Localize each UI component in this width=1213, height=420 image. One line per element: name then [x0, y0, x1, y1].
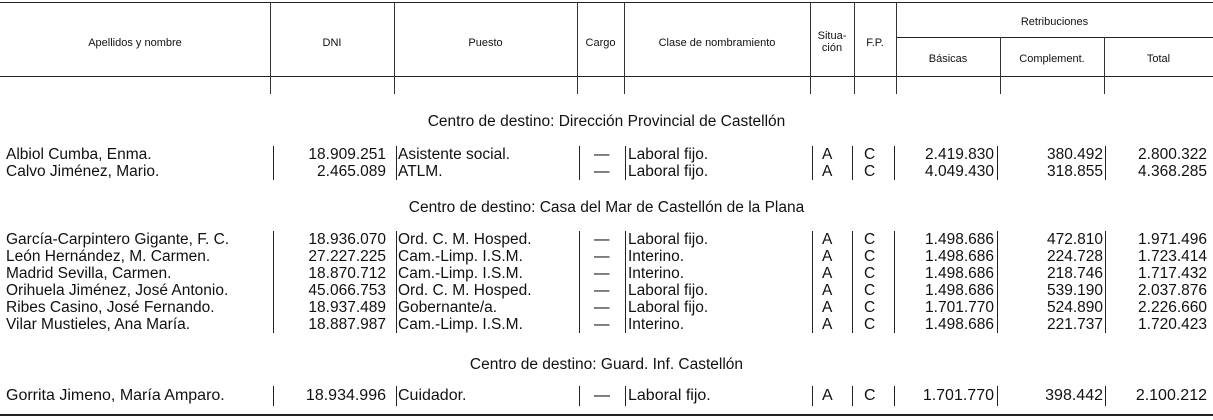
column-rule: [852, 248, 853, 265]
column-rule: [812, 265, 813, 282]
cell-dni: 18.909.251: [308, 146, 386, 163]
column-rule: [894, 163, 895, 180]
column-rule: [852, 386, 853, 406]
cell-name: Madrid Sevilla, Carmen.: [6, 265, 172, 282]
cell-situacion: A: [822, 316, 833, 333]
column-rule: [1105, 265, 1106, 282]
column-rule: [997, 299, 998, 316]
header-puesto: Puesto: [468, 37, 503, 49]
column-rule: [997, 386, 998, 406]
column-rule: [579, 386, 580, 406]
column-rule: [894, 386, 895, 406]
cell-complement: 318.855: [1046, 163, 1103, 180]
cell-clase: Laboral fijo.: [628, 299, 709, 316]
table-bottom-rule: [0, 414, 1213, 416]
cell-total: 1.971.496: [1138, 231, 1207, 248]
column-rule: [625, 163, 626, 180]
cell-name: Ribes Casino, José Fernando.: [6, 299, 215, 316]
cell-cargo: —: [594, 163, 610, 180]
cell-puesto: Asistente social.: [398, 146, 510, 163]
cell-total: 2.100.212: [1135, 387, 1207, 404]
cell-clase: Interino.: [628, 316, 685, 333]
cell-fp: C: [864, 163, 876, 180]
cell-total: 1.717.432: [1138, 265, 1207, 282]
table-row: [0, 146, 1213, 163]
cell-name: Calvo Jiménez, Mario.: [6, 163, 160, 180]
cell-cargo: —: [594, 282, 610, 299]
column-rule: [812, 299, 813, 316]
column-rule: [579, 265, 580, 282]
cell-fp: C: [864, 282, 876, 299]
column-rule: [852, 146, 853, 163]
column-rule: [273, 231, 274, 248]
cell-name: Vilar Mustieles, Ana María.: [6, 316, 191, 333]
header-top-rule: [0, 2, 1213, 3]
cell-fp: C: [864, 265, 876, 282]
column-rule: [396, 231, 397, 248]
cell-cargo: —: [594, 316, 610, 333]
cell-puesto: Gobernante/a.: [398, 299, 498, 316]
cell-clase: Interino.: [628, 265, 685, 282]
cell-fp: C: [864, 299, 876, 316]
column-rule: [396, 248, 397, 265]
column-rule: [894, 146, 895, 163]
cell-clase: Laboral fijo.: [628, 231, 709, 248]
header-clase: Clase de nombramiento: [658, 37, 776, 49]
column-rule: [273, 265, 274, 282]
column-rule: [396, 163, 397, 180]
cell-complement: 398.442: [1045, 387, 1103, 404]
column-rule: [625, 265, 626, 282]
column-rule: [273, 282, 274, 299]
cell-complement: 218.746: [1046, 265, 1103, 282]
column-rule: [625, 248, 626, 265]
cell-name: León Hernández, M. Carmen.: [6, 248, 211, 265]
cell-clase: Laboral fijo.: [628, 282, 709, 299]
column-rule: [1105, 316, 1106, 333]
cell-dni: 2.465.089: [317, 163, 386, 180]
cell-cargo: —: [594, 231, 610, 248]
column-rule: [997, 265, 998, 282]
cell-complement: 524.890: [1046, 299, 1103, 316]
table-row: [0, 282, 1213, 299]
cell-fp: C: [864, 231, 876, 248]
cell-fp: C: [864, 316, 876, 333]
cell-dni: 18.934.996: [305, 387, 386, 404]
column-rule: [396, 386, 397, 406]
cell-cargo: —: [594, 265, 610, 282]
column-rule: [273, 163, 274, 180]
cell-cargo: —: [594, 248, 610, 265]
column-rule: [852, 316, 853, 333]
column-rule: [396, 265, 397, 282]
header-cargo: Cargo: [585, 37, 616, 49]
column-rule: [997, 146, 998, 163]
cell-fp: C: [864, 146, 876, 163]
column-rule: [625, 282, 626, 299]
cell-name: Gorrita Jimeno, María Amparo.: [6, 387, 225, 404]
column-rule: [1105, 146, 1106, 163]
cell-name: Orihuela Jiménez, José Antonio.: [6, 282, 229, 299]
column-rule: [273, 316, 274, 333]
cell-name: García-Carpintero Gigante, F. C.: [6, 231, 230, 248]
column-rule: [273, 146, 274, 163]
column-rule: [579, 299, 580, 316]
table-row: [0, 265, 1213, 282]
cell-complement: 472.810: [1046, 231, 1103, 248]
cell-puesto: Ord. C. M. Hosped.: [398, 231, 532, 248]
cell-fp: C: [864, 248, 876, 265]
column-rule: [894, 316, 895, 333]
cell-puesto: Ord. C. M. Hosped.: [398, 282, 532, 299]
cell-puesto: Cuidador.: [398, 387, 467, 404]
header-dni: DNI: [322, 37, 342, 49]
cell-basicas: 1.701.770: [925, 299, 994, 316]
cell-cargo: —: [594, 146, 610, 163]
column-rule: [812, 163, 813, 180]
table-row: [0, 163, 1213, 180]
header-fp: F.P.: [866, 37, 884, 49]
cell-cargo: —: [594, 299, 610, 316]
column-rule: [812, 282, 813, 299]
column-rule: [396, 146, 397, 163]
column-rule: [812, 146, 813, 163]
cell-complement: 224.728: [1046, 248, 1103, 265]
cell-basicas: 1.498.686: [925, 316, 994, 333]
column-rule: [273, 248, 274, 265]
column-rule: [997, 316, 998, 333]
column-rule: [894, 282, 895, 299]
header-divider: [1104, 37, 1105, 94]
cell-basicas: 4.049.430: [925, 163, 994, 180]
column-rule: [812, 316, 813, 333]
cell-complement: 380.492: [1046, 146, 1103, 163]
column-rule: [625, 386, 626, 406]
column-rule: [579, 231, 580, 248]
cell-situacion: A: [822, 387, 833, 404]
cell-dni: 45.066.753: [308, 282, 386, 299]
cell-basicas: 1.701.770: [922, 387, 994, 404]
cell-puesto: Cam.-Limp. I.S.M.: [398, 248, 523, 265]
cell-dni: 18.936.070: [308, 231, 386, 248]
column-rule: [894, 299, 895, 316]
cell-situacion: A: [822, 146, 833, 163]
column-rule: [579, 316, 580, 333]
table-header: [0, 0, 1213, 94]
header-basicas: Básicas: [928, 53, 968, 65]
column-rule: [894, 265, 895, 282]
cell-situacion: A: [822, 163, 833, 180]
column-rule: [852, 265, 853, 282]
cell-total: 2.800.322: [1138, 146, 1207, 163]
cell-clase: Interino.: [628, 248, 685, 265]
cell-situacion: A: [822, 265, 833, 282]
column-rule: [997, 163, 998, 180]
table-row: [0, 316, 1213, 333]
section-title: Centro de destino: Casa del Mar de Castellón de la Plana: [408, 199, 805, 216]
cell-complement: 539.190: [1046, 282, 1103, 299]
cell-situacion: A: [822, 231, 833, 248]
section-title: Centro de destino: Dirección Provincial de Castellón: [427, 113, 786, 130]
cell-total: 2.226.660: [1138, 299, 1207, 316]
column-rule: [579, 163, 580, 180]
retribuciones-rule: [896, 37, 1213, 38]
header-situacion: Situa- ción: [817, 30, 847, 54]
column-rule: [396, 282, 397, 299]
column-rule: [852, 299, 853, 316]
cell-total: 4.368.285: [1138, 163, 1207, 180]
column-rule: [1105, 386, 1106, 406]
header-divider: [1000, 37, 1001, 94]
header-complement: Complement.: [1019, 53, 1085, 65]
header-retribuciones: Retribuciones: [1020, 16, 1089, 28]
column-rule: [1105, 231, 1106, 248]
cell-basicas: 1.498.686: [925, 231, 994, 248]
header-name: Apellidos y nombre: [88, 37, 182, 49]
table-row: [0, 299, 1213, 316]
column-rule: [997, 282, 998, 299]
cell-total: 1.720.423: [1138, 316, 1207, 333]
column-rule: [396, 299, 397, 316]
cell-basicas: 1.498.686: [925, 282, 994, 299]
cell-cargo: —: [594, 387, 610, 404]
cell-dni: 18.937.489: [308, 299, 386, 316]
column-rule: [273, 299, 274, 316]
cell-puesto: Cam.-Limp. I.S.M.: [398, 265, 523, 282]
column-rule: [1105, 163, 1106, 180]
column-rule: [579, 248, 580, 265]
cell-puesto: Cam.-Limp. I.S.M.: [398, 316, 523, 333]
column-rule: [894, 248, 895, 265]
column-rule: [852, 231, 853, 248]
column-rule: [579, 146, 580, 163]
section-title: Centro de destino: Guard. Inf. Castellón: [469, 356, 744, 373]
column-rule: [852, 282, 853, 299]
column-rule: [625, 316, 626, 333]
cell-name: Albiol Cumba, Enma.: [6, 146, 152, 163]
cell-situacion: A: [822, 282, 833, 299]
cell-basicas: 1.498.686: [925, 265, 994, 282]
column-rule: [1105, 282, 1106, 299]
column-rule: [625, 299, 626, 316]
cell-complement: 221.737: [1046, 316, 1103, 333]
cell-fp: C: [864, 387, 876, 404]
column-rule: [396, 316, 397, 333]
table-row: [0, 386, 1213, 406]
column-rule: [579, 282, 580, 299]
cell-basicas: 2.419.830: [925, 146, 994, 163]
cell-situacion: A: [822, 248, 833, 265]
header-bottom-rule: [0, 76, 1213, 77]
table-row: [0, 248, 1213, 265]
cell-puesto: ATLM.: [398, 163, 443, 180]
cell-basicas: 1.498.686: [925, 248, 994, 265]
column-rule: [1105, 299, 1106, 316]
cell-situacion: A: [822, 299, 833, 316]
column-rule: [1105, 248, 1106, 265]
column-rule: [997, 248, 998, 265]
column-rule: [625, 231, 626, 248]
cell-clase: Laboral fijo.: [628, 146, 709, 163]
header-total: Total: [1146, 53, 1171, 65]
cell-total: 1.723.414: [1138, 248, 1207, 265]
cell-dni: 18.870.712: [308, 265, 386, 282]
column-rule: [997, 231, 998, 248]
column-rule: [852, 163, 853, 180]
cell-clase: Laboral fijo.: [628, 387, 711, 404]
column-rule: [812, 248, 813, 265]
column-rule: [625, 146, 626, 163]
column-rule: [812, 386, 813, 406]
cell-dni: 27.227.225: [308, 248, 386, 265]
column-rule: [273, 386, 274, 406]
column-rule: [812, 231, 813, 248]
table-row: [0, 231, 1213, 248]
column-rule: [894, 231, 895, 248]
cell-clase: Laboral fijo.: [628, 163, 709, 180]
cell-total: 2.037.876: [1138, 282, 1207, 299]
cell-dni: 18.887.987: [308, 316, 386, 333]
